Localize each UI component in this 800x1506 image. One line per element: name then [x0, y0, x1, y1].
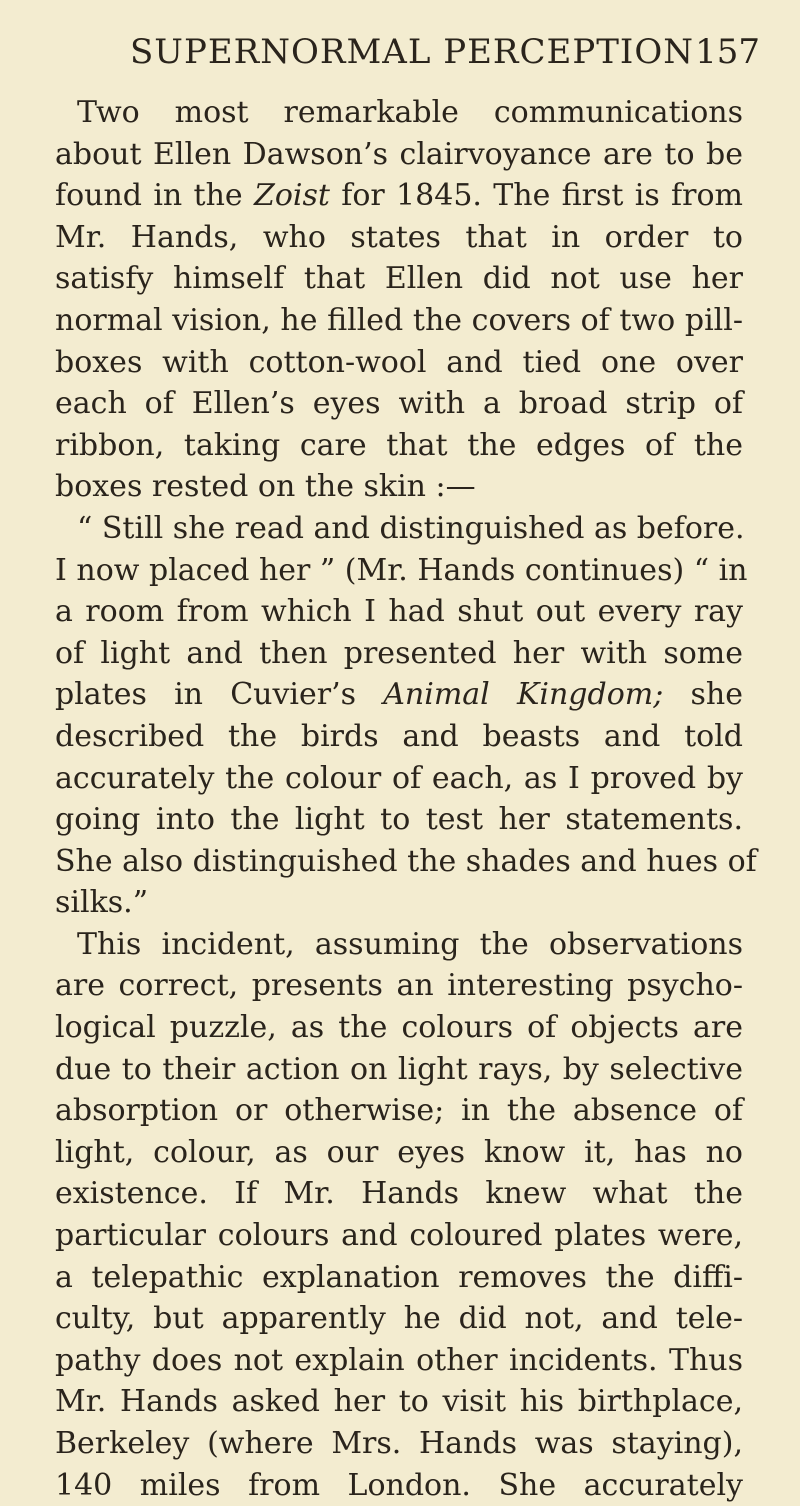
text-line: each of Ellen’s eyes with a broad strip of — [55, 386, 743, 422]
text-line: a telepathic explanation removes the diffi- — [55, 1259, 743, 1295]
running-head — [0, 22, 800, 82]
text-line: accurately the colour of each, as I proved by — [55, 760, 743, 796]
text-line: This incident, assuming the observations — [77, 926, 743, 962]
text-line: I now placed her ” (Mr. Hands continues) “ in — [55, 552, 748, 588]
text-line — [55, 175, 743, 217]
text-line: boxes with cotton-wool and tied one over — [55, 344, 743, 380]
text-line: boxes rested on the skin :— — [55, 469, 476, 505]
text-segment: plates in Cuvier’s — [55, 677, 384, 713]
text-line: of light and then presented her with some — [55, 635, 743, 671]
text-line: Mr. Hands, who states that in order to — [55, 219, 743, 255]
text-line: 140 miles from London. She accurately — [55, 1467, 743, 1503]
text-line: She also distinguished the shades and hues of — [55, 843, 757, 879]
text-line: light, colour, as our eyes know it, has no — [55, 1134, 743, 1170]
text-line: described the birds and beasts and told — [55, 718, 743, 754]
text-line: absorption or otherwise; in the absence of — [55, 1093, 743, 1129]
text-line: Two most remarkable communications — [77, 95, 743, 130]
text-line: Berkeley (where Mrs. Hands was staying), — [55, 1426, 743, 1461]
running-title: SUPERNORMAL PERCEPTION — [130, 32, 694, 72]
text-line: silks.” — [55, 885, 149, 921]
text-line: due to their action on light rays, by selective — [55, 1051, 743, 1087]
text-line: ribbon, taking care that the edges of the — [55, 427, 743, 463]
page-number: 157 — [695, 32, 760, 72]
body-text — [55, 92, 757, 1506]
text-segment: she — [663, 677, 743, 713]
text-line: existence. If Mr. Hands knew what the — [55, 1176, 743, 1212]
text-line: logical puzzle, as the colours of objects are — [55, 1010, 743, 1046]
text-line: about Ellen Dawson’s clairvoyance are to be — [55, 136, 743, 172]
text-line: are correct, presents an interesting psycho- — [55, 968, 743, 1004]
text-line: culty, but apparently he did not, and tele- — [55, 1301, 743, 1337]
text-line: normal vision, he filled the covers of two pill- — [55, 302, 743, 338]
text-line: pathy does not explain other incidents. Thus — [55, 1342, 743, 1378]
text-line: particular colours and coloured plates were, — [55, 1218, 743, 1254]
text-line: going into the light to test her statements. — [55, 802, 743, 838]
text-segment: found in the — [55, 178, 254, 214]
text-line: a room from which I had shut out every ray — [55, 594, 743, 630]
italic-title: Zoist — [253, 178, 330, 214]
italic-title: Animal Kingdom; — [383, 677, 664, 713]
text-line — [55, 674, 743, 716]
text-segment: for 1845. The first is from — [329, 178, 743, 214]
text-line: satisfy himself that Ellen did not use her — [55, 261, 743, 297]
text-line: “ Still she read and distinguished as before. — [77, 510, 745, 546]
text-line: Mr. Hands asked her to visit his birthplace, — [55, 1384, 743, 1420]
